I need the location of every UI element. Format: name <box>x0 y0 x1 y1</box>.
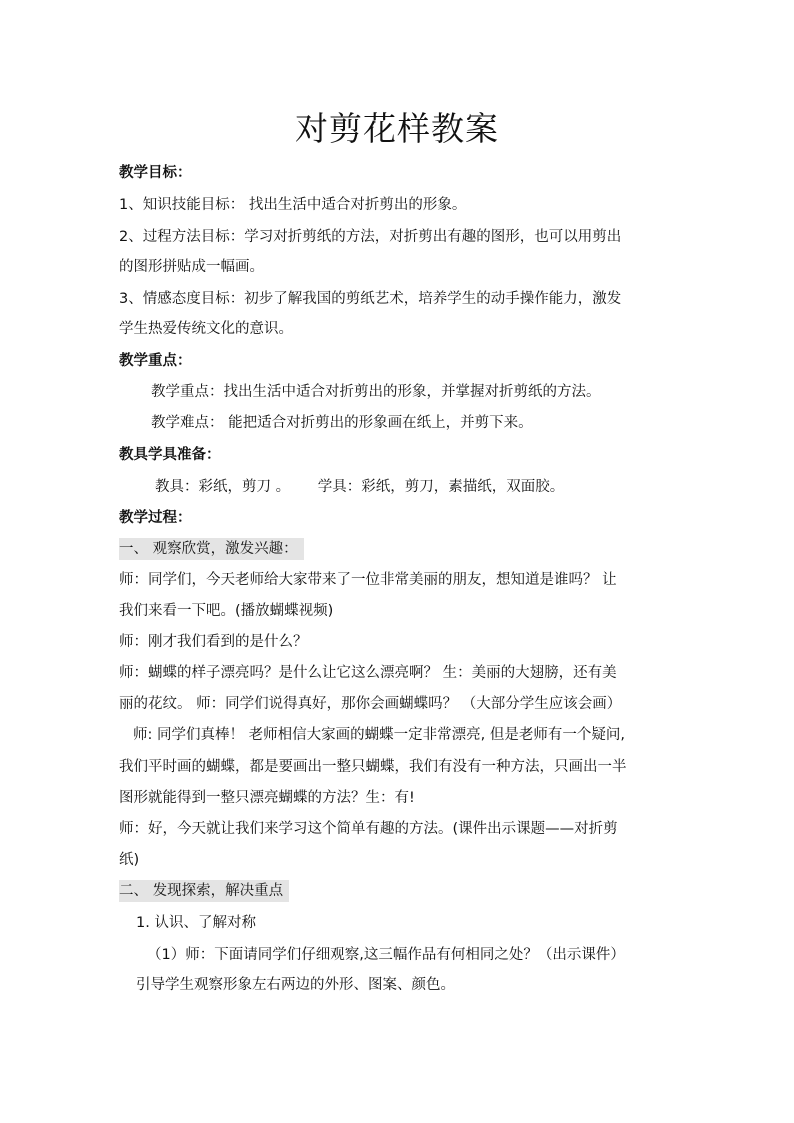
heading-teaching-tools: 教具学具准备： <box>119 447 221 463</box>
goal-emotion-line-2: 学生热爱传统文化的意识。 <box>119 321 293 337</box>
dialogue-line-5: 丽的花纹。 师：同学们说得真好，那你会画蝴蝶吗？ （大部分学生应该会画） <box>119 696 622 712</box>
section-one-heading <box>119 538 304 560</box>
heading-teaching-process: 教学过程： <box>119 510 192 526</box>
dialogue-line-6: 师: 同学们真棒！ 老师相信大家画的蝴蝶一定非常漂亮, 但是老师有一个疑问, <box>133 727 625 743</box>
subsection-symmetry: 1. 认识、了解对称 <box>136 915 256 931</box>
goal-process-line-1: 2、过程方法目标：学习对折剪纸的方法，对折剪出有趣的图形，也可以用剪出 <box>119 229 622 245</box>
document-title: 对剪花样教案 <box>295 109 499 148</box>
step-one-line-1: （1）师：下面请同学们仔细观察,这三幅作品有何相同之处？（出示课件） <box>147 947 625 963</box>
dialogue-line-4: 师：蝴蝶的样子漂亮吗？是什么让它这么漂亮啊？ 生：美丽的大翅膀，还有美 <box>119 665 617 681</box>
dialogue-line-10: 纸) <box>119 852 140 868</box>
dialogue-line-9: 师：好，今天就让我们来学习这个简单有趣的方法。(课件出示课题——对折剪 <box>119 821 618 837</box>
focus-key-point: 教学重点：找出生活中适合对折剪出的形象，并掌握对折剪纸的方法。 <box>151 384 601 400</box>
dialogue-line-1: 师：同学们，今天老师给大家带来了一位非常美丽的朋友，想知道是谁吗？ 让 <box>119 572 617 588</box>
section-two-heading <box>119 880 289 902</box>
goal-emotion-line-1: 3、情感态度目标：初步了解我国的剪纸艺术，培养学生的动手操作能力，激发 <box>119 291 622 307</box>
heading-teaching-focus: 教学重点： <box>119 353 192 369</box>
goal-process-line-2: 的图形拼贴成一幅画。 <box>119 259 264 275</box>
dialogue-line-8: 图形就能得到一整只漂亮蝴蝶的方法？生：有! <box>119 790 415 806</box>
dialogue-line-7: 我们平时画的蝴蝶，都是要画出一整只蝴蝶，我们有没有一种方法，只画出一半 <box>119 759 627 775</box>
focus-difficulty: 教学难点： 能把适合对折剪出的形象画在纸上，并剪下来。 <box>151 415 533 431</box>
dialogue-line-2: 我们来看一下吧。(播放蝴蝶视频) <box>119 603 334 619</box>
step-one-line-2: 引导学生观察形象左右两边的外形、图案、颜色。 <box>136 977 455 993</box>
goal-knowledge: 1、知识技能目标： 找出生活中适合对折剪出的形象。 <box>119 197 467 213</box>
tools-list: 教具：彩纸，剪刀 。 学具：彩纸，剪刀，素描纸，双面胶。 <box>155 479 565 495</box>
section-two-highlight: 二、 发现探索，解决重点 <box>119 880 289 902</box>
heading-teaching-goals: 教学目标： <box>119 165 192 181</box>
section-one-highlight: 一、 观察欣赏，激发兴趣： <box>119 538 304 560</box>
dialogue-line-3: 师：刚才我们看到的是什么？ <box>119 634 308 650</box>
